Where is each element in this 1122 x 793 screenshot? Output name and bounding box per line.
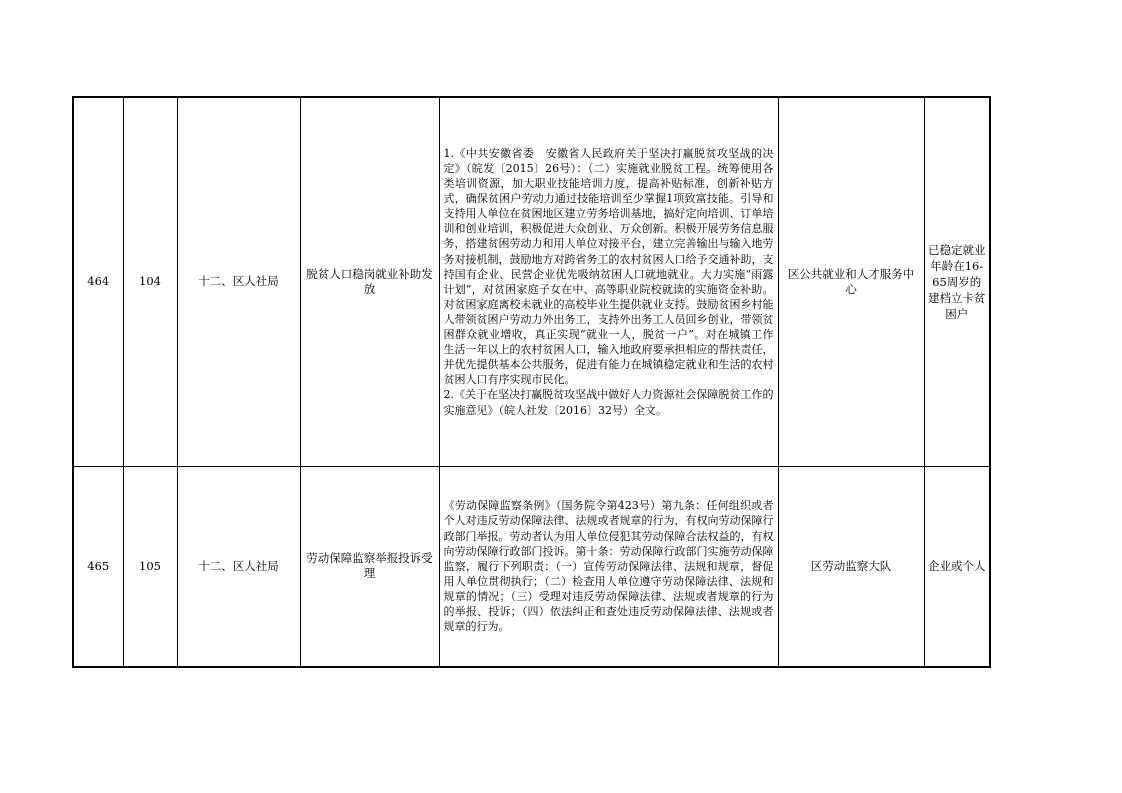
seq-cell	[73, 466, 123, 667]
implementer-cell	[778, 466, 924, 667]
implementer-name: 区劳动监察大队	[810, 558, 892, 573]
service-object-cell	[924, 466, 990, 667]
item-number: 104	[139, 274, 161, 289]
service-object: 企业或个人	[928, 559, 986, 574]
service-object: 已稳定就业年龄在16-65周岁的建档立卡贫困户	[928, 242, 986, 321]
department-name: 十二、区人社局	[198, 274, 279, 289]
department-cell	[177, 97, 300, 466]
implementer-cell	[778, 97, 924, 466]
item-name: 脱贫人口稳岗就业补助发放	[306, 266, 433, 296]
seq-number: 464	[87, 274, 110, 289]
department-name: 十二、区人社局	[198, 558, 279, 573]
basis-paragraph: 《劳动保障监察条例》（国务院令第423号）第九条：任何组织或者个人对违反劳动保障法律、法规或者规章的行为，有权向劳动保障行政部门举报。劳动者认为用人单位侵犯其劳动保障合法权益的，有权向劳动保障行政部门投诉。第十条：劳动保障行政部门实施劳动保障监察，履行下列职责：（一）宣传劳动保障法律、法规和规章，督促用人单位贯彻执行；（二）检查用人单位遵守劳动保障法律、法规和规章的情况；（三）受理对违反劳动保障法律、法规或者规章的行为的举报、投诉；（四）依法纠正和查处违反劳动保障法律、法规或者规章的行为。	[443, 499, 774, 634]
item-no-cell	[123, 466, 177, 667]
basis-cell	[439, 466, 778, 667]
seq-cell	[73, 97, 123, 466]
implementer-name: 区公共就业和人才服务中心	[787, 266, 915, 296]
service-object-cell	[924, 97, 990, 466]
seq-number: 465	[87, 558, 110, 573]
item-name-cell	[300, 97, 439, 466]
item-number: 105	[139, 558, 161, 573]
basis-paragraph: 1.《中共安徽省委 安徽省人民政府关于坚决打赢脱贫攻坚战的决定》（皖发〔2015〕26号）：（二）实施就业脱贫工程。统筹使用各类培训资源，加大职业技能培训力度，提高补贴标准，创新补贴方式，确保贫困户劳动力通过技能培训至少掌握1项致富技能。引导和支持用人单位在贫困地区建立劳务培训基地，搞好定向培训、订单培训和创业培训，积极促进大众创业、万众创新。积极开展劳务信息服务，搭建贫困劳动力和用人单位对接平台，建立完善输出与输入地劳务对接机制，鼓励地方对跨省务工的农村贫困人口给予交通补助，支持国有企业、民营企业优先吸纳贫困人口就地就业。大力实施“雨露计划”，对贫困家庭子女在中、高等职业院校就读的实施资金补助。对贫困家庭离校未就业的高校毕业生提供就业支持。鼓励贫困乡村能人带领贫困户劳动力外出务工，支持外出务工人员回乡创业，带领贫困群众就业增收，真正实现“就业一人，脱贫一户”。对在城镇工作生活一年以上的农村贫困人口，输入地政府要承担相应的帮扶责任，并优先提供基本公共服务，促进有能力在城镇稳定就业和生活的农村贫困人口有序实现市民化。	[443, 146, 774, 387]
department-cell	[177, 466, 300, 667]
basis-cell	[439, 97, 778, 466]
service-items-table	[72, 96, 991, 668]
item-name-cell	[300, 466, 439, 667]
table-row	[73, 466, 990, 667]
table-row	[73, 97, 990, 466]
basis-paragraph: 2.《关于在坚决打赢脱贫攻坚战中做好人力资源社会保障脱贫工作的实施意见》（皖人社发〔2016〕32号）全文。	[443, 388, 774, 417]
item-name: 劳动保障监察举报投诉受理	[306, 551, 433, 581]
item-no-cell	[123, 97, 177, 466]
